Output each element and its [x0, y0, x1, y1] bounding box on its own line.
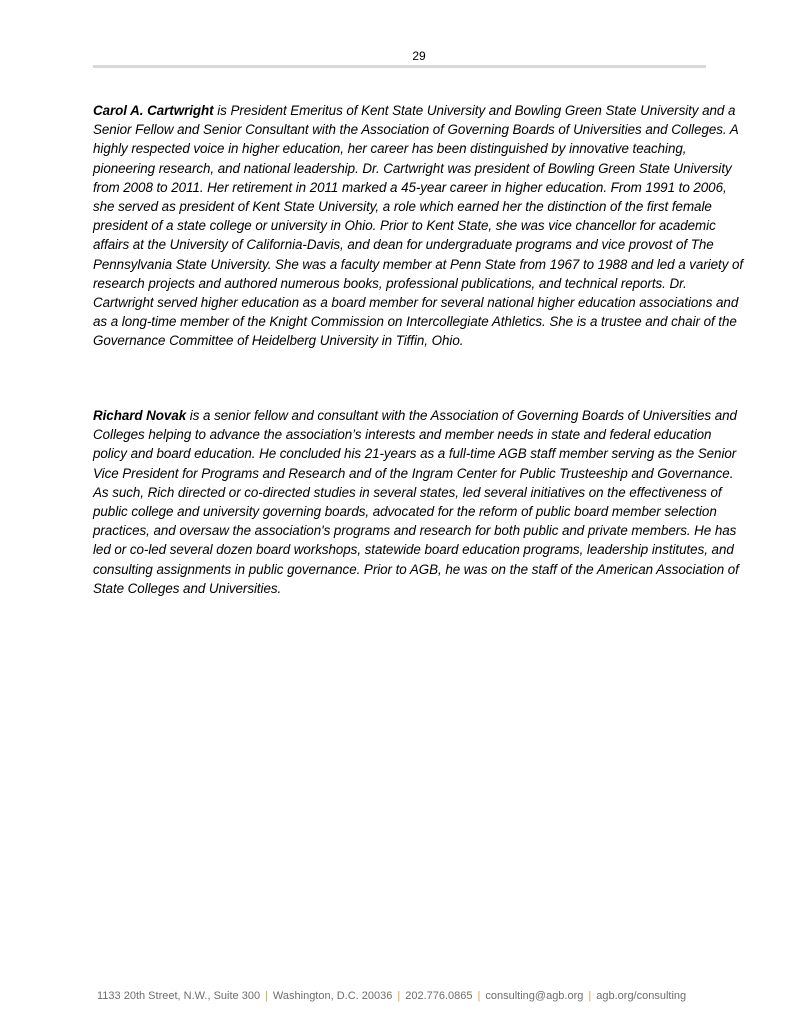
footer-address: 1133 20th Street, N.W., Suite 300 — [97, 990, 261, 1002]
footer-phone: 202.776.0865 — [405, 990, 473, 1002]
footer-separator: | — [397, 990, 401, 1002]
footer-website[interactable]: agb.org/consulting — [596, 990, 687, 1002]
bio-name: Carol A. Cartwright — [93, 103, 214, 118]
footer-email[interactable]: consulting@agb.org — [485, 990, 584, 1002]
bio-paragraph-cartwright — [93, 101, 748, 351]
footer-separator: | — [265, 990, 268, 1002]
footer-separator: | — [477, 990, 481, 1002]
bio-name: Richard Novak — [93, 408, 187, 423]
footer-separator: | — [588, 990, 592, 1002]
bio-paragraph-novak — [93, 406, 748, 598]
bio-text: is President Emeritus of Kent State University and Bowling Green State University and a Senior Fellow and Senior Consultant with the Association of Governing Boards of Universities and Colleges. A highly respected voice in higher education, her career has been distinguished by innovative teaching, pioneering research, and national leadership. Dr. Cartwright was president of Bowling Green State University from 2008 to 2011. Her retirement in 2011 marked a 45-year career in higher education. From 1991 to 2006, she served as president of Kent State University, a role which earned her the distinction of the first female president of a state college or university in Ohio. Prior to Kent State, she was vice chancellor for academic affairs at the University of California-Davis, and dean for undergraduate programs and vice provost of The Pennsylvania State University. She was a faculty member at Penn State from 1967 to 1988 and led a variety of research projects and authored numerous books, professional publications, and technical reports. Dr. Cartwright served higher education as a board member for several national higher education associations and as a long-time member of the Knight Commission on Intercollegiate Athletics. She is a trustee and chair of the Governance Committee of Heidelberg University in Tiffin, Ohio. — [93, 103, 744, 349]
bio-text: is a senior fellow and consultant with the Association of Governing Boards of Universities and Colleges helping to advance the association’s interests and member needs in state and federal education policy and board education. He concluded his 21-years as a full-time AGB staff member serving as the Senior Vice President for Programs and Research and of the Ingram Center for Public Trusteeship and Governance. As such, Rich directed or co-directed studies in several states, led several initiatives on the effectiveness of public college and university governing boards, advocated for the reform of public board member selection practices, and oversaw the association's programs and research for both public and private members. He has led or co-led several dozen board workshops, statewide board education programs, leadership institutes, and consulting assignments in public governance. Prior to AGB, he was on the staff of the American Association of State Colleges and Universities. — [93, 408, 739, 596]
header-divider — [93, 65, 706, 68]
footer-contact — [97, 988, 717, 1004]
page-number: 29 — [412, 49, 426, 63]
footer-city: Washington, D.C. 20036 — [272, 990, 393, 1002]
